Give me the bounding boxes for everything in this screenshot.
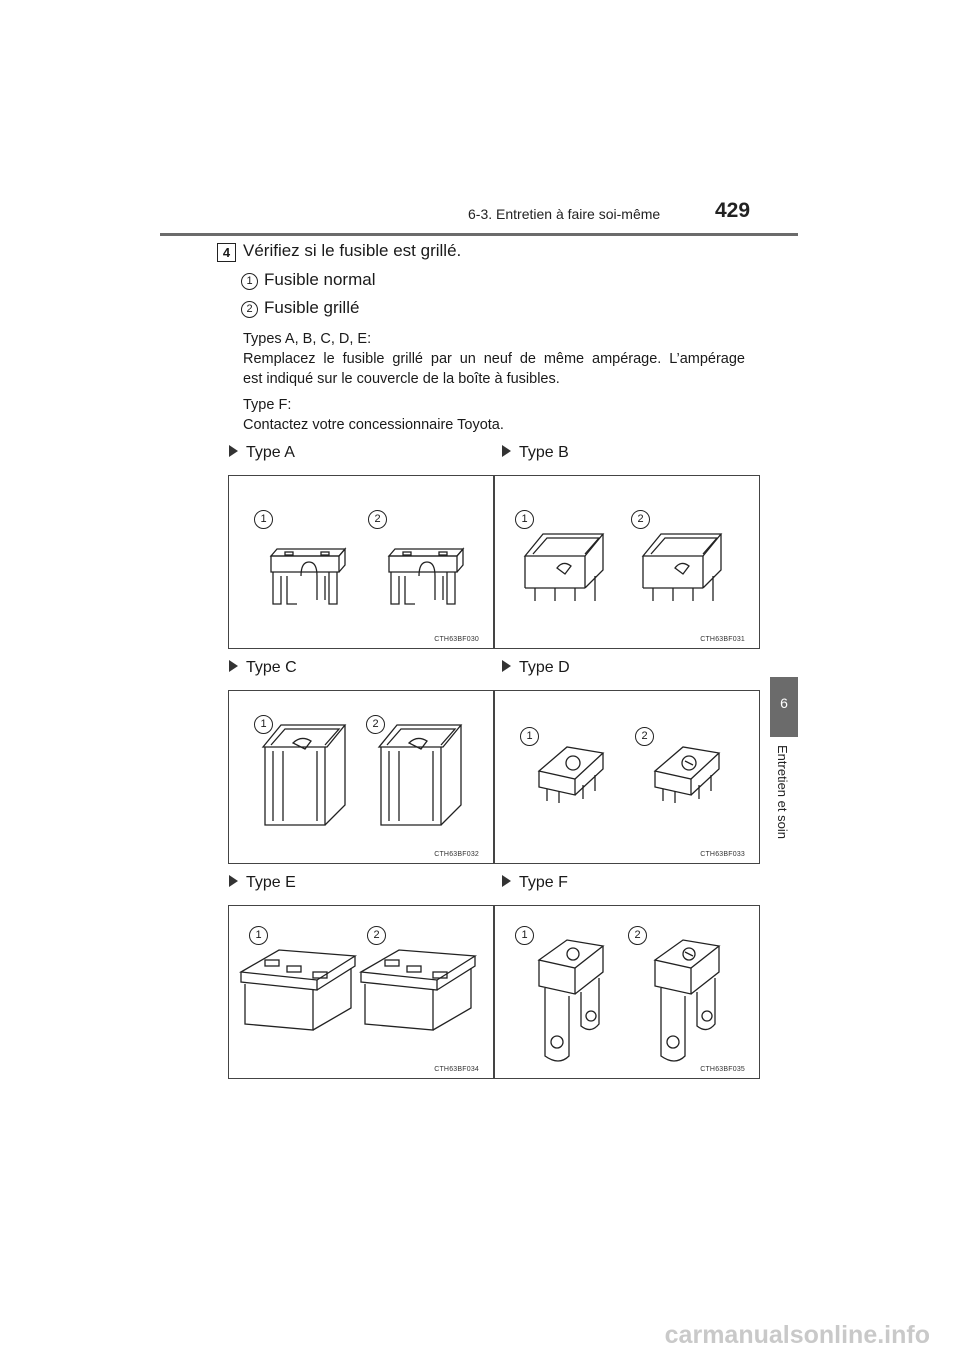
header-divider — [160, 233, 798, 236]
callout-1: 1 — [249, 926, 268, 945]
figure-code: CTH63BF032 — [434, 851, 479, 858]
legend-label: Fusible normal — [264, 270, 376, 289]
callout-2: 2 — [628, 926, 647, 945]
type-e-label: Type E — [229, 874, 296, 892]
fuse-type-e-illustration — [229, 906, 495, 1080]
triangle-bullet-icon — [502, 875, 511, 887]
step-number-box: 4 — [217, 243, 236, 262]
type-b-label: Type B — [502, 444, 569, 462]
legend-item-blown — [241, 298, 359, 318]
figure-code: CTH63BF031 — [700, 636, 745, 643]
callout-1: 1 — [520, 727, 539, 746]
callout-1: 1 — [515, 926, 534, 945]
watermark: carmanualsonline.info — [664, 1321, 930, 1349]
chapter-number: 6 — [780, 695, 788, 711]
triangle-bullet-icon — [229, 875, 238, 887]
triangle-bullet-icon — [502, 660, 511, 672]
callout-2: 2 — [635, 727, 654, 746]
chapter-tab — [770, 677, 798, 737]
legend-number: 1 — [241, 273, 258, 290]
fuse-type-b-illustration — [495, 476, 761, 650]
type-f-heading: Type F: — [243, 397, 292, 413]
step-text: Vérifiez si le fusible est grillé. — [243, 241, 462, 260]
figure-code: CTH63BF034 — [434, 1066, 479, 1073]
figure-code: CTH63BF030 — [434, 636, 479, 643]
figure-type-c — [228, 690, 494, 864]
type-f-label: Type F — [502, 874, 568, 892]
figure-code: CTH63BF033 — [700, 851, 745, 858]
type-d-label: Type D — [502, 659, 570, 677]
types-ae-text-line2: est indiqué sur le couvercle de la boîte à fusibles. — [243, 371, 560, 387]
type-c-label: Type C — [229, 659, 297, 677]
figure-type-e — [228, 905, 494, 1079]
figure-type-d — [494, 690, 760, 864]
callout-1: 1 — [515, 510, 534, 529]
callout-1: 1 — [254, 510, 273, 529]
fuse-type-d-illustration — [495, 691, 761, 865]
types-ae-heading: Types A, B, C, D, E: — [243, 331, 372, 347]
chapter-label: Entretien et soin — [775, 745, 790, 839]
type-f-text: Contactez votre concessionnaire Toyota. — [243, 417, 504, 433]
page-number: 429 — [715, 199, 751, 222]
figure-type-a — [228, 475, 494, 649]
section-title: 6-3. Entretien à faire soi-même — [468, 206, 661, 222]
legend-number: 2 — [241, 301, 258, 318]
callout-2: 2 — [366, 715, 385, 734]
legend-item-normal — [241, 270, 376, 290]
legend-label: Fusible grillé — [264, 298, 360, 317]
triangle-bullet-icon — [229, 445, 238, 457]
callout-1: 1 — [254, 715, 273, 734]
type-a-label: Type A — [229, 444, 295, 462]
figure-code: CTH63BF035 — [700, 1066, 745, 1073]
fuse-type-a-illustration — [229, 476, 495, 650]
types-ae-text-line1: Remplacez le fusible grillé par un neuf de même ampérage. L’ampérage — [243, 351, 745, 367]
figure-type-f — [494, 905, 760, 1079]
triangle-bullet-icon — [229, 660, 238, 672]
figure-type-b — [494, 475, 760, 649]
callout-2: 2 — [631, 510, 650, 529]
callout-2: 2 — [367, 926, 386, 945]
callout-2: 2 — [368, 510, 387, 529]
triangle-bullet-icon — [502, 445, 511, 457]
